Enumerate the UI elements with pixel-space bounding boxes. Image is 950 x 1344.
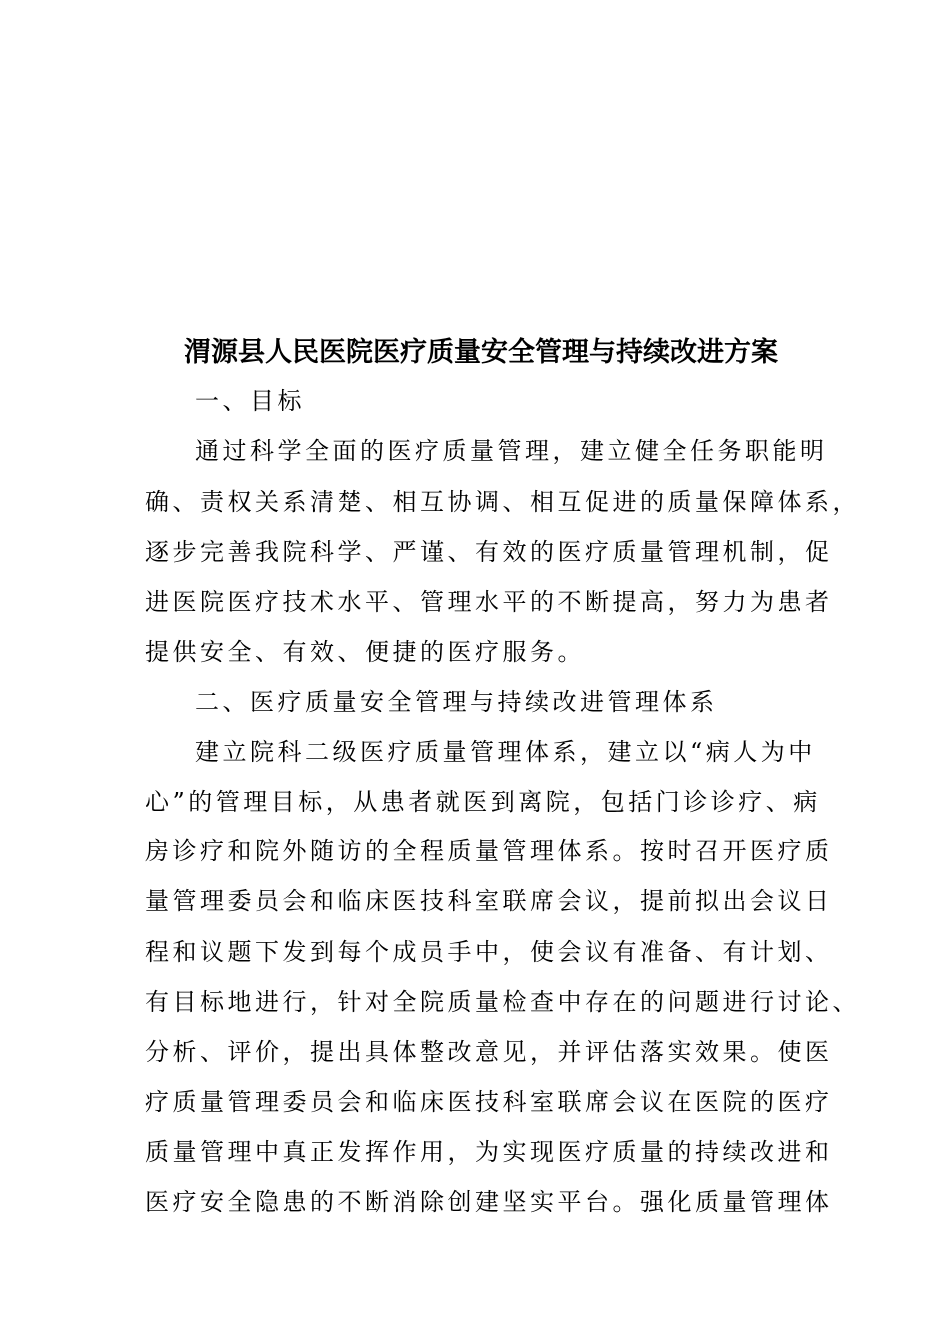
paragraph-line: 医疗安全隐患的不断消除创建坚实平台。强化质量管理体 [145, 1188, 833, 1216]
paragraph-line: 房诊疗和院外随访的全程质量管理体系。按时召开医疗质 [145, 837, 833, 865]
paragraph-line: 有目标地进行，针对全院质量检查中存在的问题进行讨论、 [145, 988, 860, 1016]
paragraph-line: 逐步完善我院科学、严谨、有效的医疗质量管理机制，促 [145, 538, 833, 566]
document-title: 渭源县人民医院医疗质量安全管理与持续改进方案 [184, 337, 778, 368]
paragraph-line: 提供安全、有效、便捷的医疗服务。 [145, 638, 585, 666]
section-heading-goal: 一、目标 [195, 387, 305, 415]
section-heading-system: 二、医疗质量安全管理与持续改进管理体系 [195, 688, 718, 716]
paragraph-line: 心”的管理目标，从患者就医到离院，包括门诊诊疗、病 [145, 788, 821, 816]
paragraph-line: 量管理委员会和临床医技科室联席会议，提前拟出会议日 [145, 887, 833, 915]
paragraph-line: 进医院医疗技术水平、管理水平的不断提高，努力为患者 [145, 588, 833, 616]
paragraph-line: 疗质量管理委员会和临床医技科室联席会议在医院的医疗 [145, 1088, 833, 1116]
paragraph-line: 质量管理中真正发挥作用，为实现医疗质量的持续改进和 [145, 1138, 833, 1166]
paragraph-line: 建立院科二级医疗质量管理体系，建立以“病人为中 [195, 738, 816, 766]
paragraph-line: 通过科学全面的医疗质量管理，建立健全任务职能明 [195, 437, 828, 465]
paragraph-line: 分析、评价，提出具体整改意见，并评估落实效果。使医 [145, 1038, 833, 1066]
paragraph-line: 确、责权关系清楚、相互协调、相互促进的质量保障体系， [145, 488, 860, 516]
paragraph-line: 程和议题下发到每个成员手中，使会议有准备、有计划、 [145, 938, 833, 966]
